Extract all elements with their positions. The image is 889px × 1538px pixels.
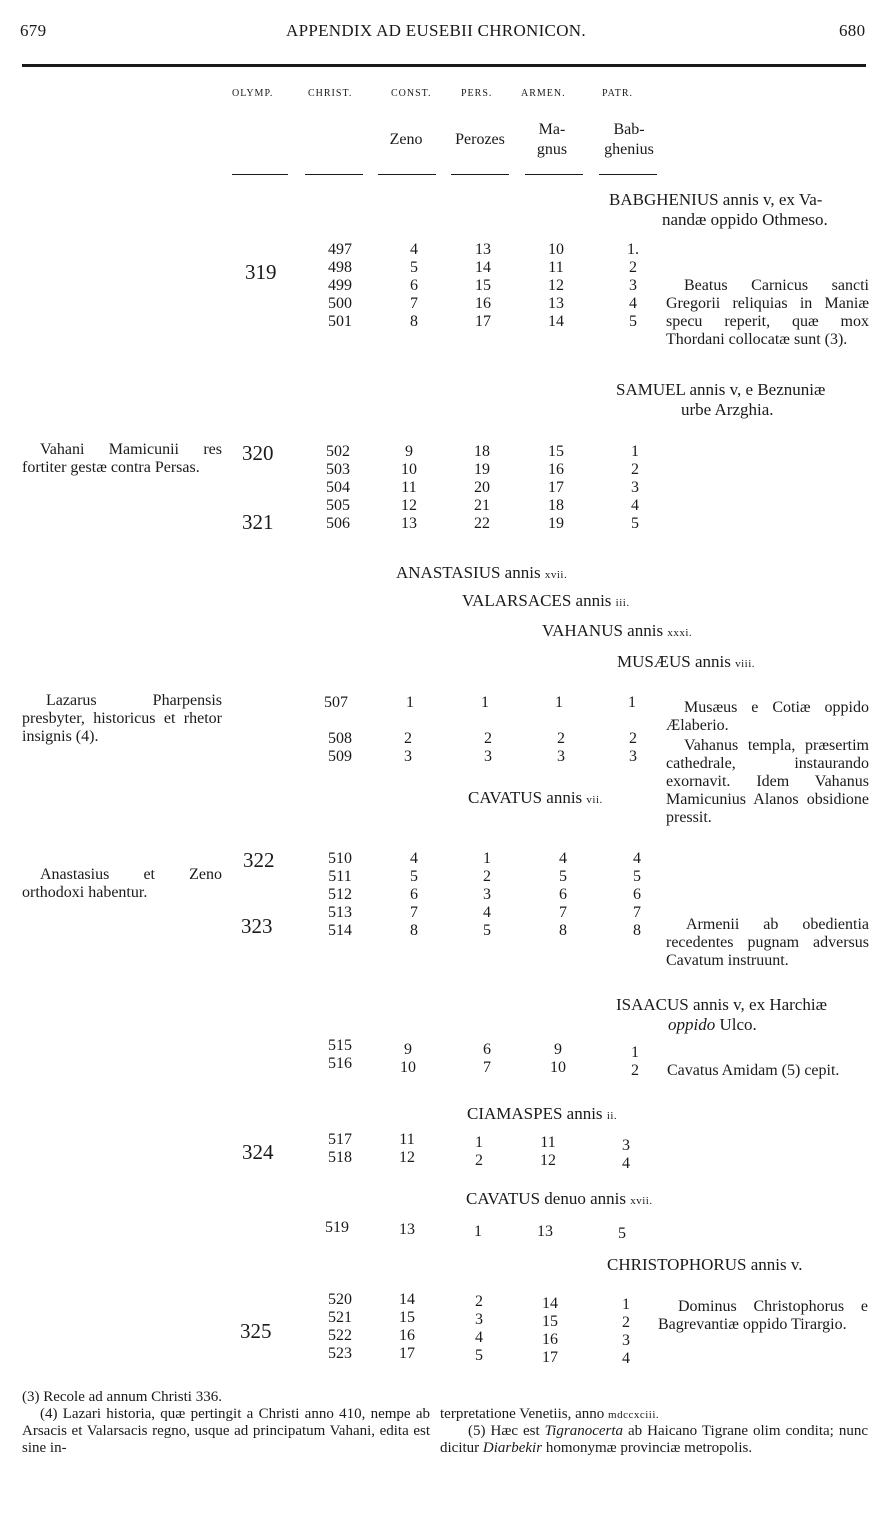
patr-column bbox=[624, 850, 650, 940]
pers-column bbox=[466, 1293, 492, 1365]
armen-column bbox=[535, 1134, 561, 1170]
patr-column bbox=[620, 730, 646, 766]
pers-year: 3 bbox=[483, 886, 491, 903]
armen-column bbox=[545, 1041, 571, 1077]
patr-year: 8 bbox=[633, 922, 641, 939]
christ-column bbox=[322, 241, 358, 331]
armen-year: 12 bbox=[540, 1152, 556, 1169]
patr-column bbox=[613, 1296, 639, 1368]
armen-year: 16 bbox=[548, 461, 564, 478]
const-column bbox=[396, 241, 432, 331]
col-label-olymp: OLYMP. bbox=[232, 88, 274, 99]
armen-year: 8 bbox=[559, 922, 567, 939]
const-year: 13 bbox=[399, 1221, 415, 1238]
christ-year: 519 bbox=[325, 1219, 349, 1236]
pers-year: 2 bbox=[475, 1293, 483, 1310]
christ-year: 514 bbox=[328, 922, 352, 939]
armen-year: 2 bbox=[557, 730, 565, 747]
const-year: 7 bbox=[410, 904, 418, 921]
christ-year: 498 bbox=[328, 259, 352, 276]
pers-year: 3 bbox=[475, 1311, 483, 1328]
reign-heading-cavatus-denuo: CAVATUS denuo annis xvii. bbox=[466, 1189, 653, 1208]
const-year: 11 bbox=[401, 479, 417, 496]
christ-year: 521 bbox=[328, 1309, 352, 1326]
patr-year: 2 bbox=[629, 259, 637, 276]
armen-year: 17 bbox=[548, 479, 564, 496]
header-rule bbox=[22, 64, 866, 67]
pers-year: 15 bbox=[475, 277, 491, 294]
pers-year: 6 bbox=[483, 1041, 491, 1058]
const-year: 16 bbox=[399, 1327, 415, 1344]
armen-column bbox=[538, 241, 574, 331]
const-year: 10 bbox=[401, 461, 417, 478]
armen-year: 10 bbox=[548, 241, 564, 258]
const-year: 4 bbox=[410, 850, 418, 867]
const-year: 10 bbox=[400, 1059, 416, 1076]
armen-year: 5 bbox=[559, 868, 567, 885]
page-number-right: 680 bbox=[839, 21, 866, 40]
const-year: 5 bbox=[410, 259, 418, 276]
pers-year: 3 bbox=[484, 748, 492, 765]
armen-year: 12 bbox=[548, 277, 564, 294]
footnote-4: (4) Lazari historia, quæ pertingit a Christi anno 410, nempe ab Arsacis et Valarsacis regno, usque ad principatum Vahani, edita est sine in- bbox=[22, 1406, 430, 1456]
const-year: 2 bbox=[404, 730, 412, 747]
patriarch-heading-cont: nandæ oppido Othmeso. bbox=[662, 210, 828, 229]
reign-heading-anastasius: ANASTASIUS annis xvii. bbox=[396, 563, 568, 582]
armen-year: 7 bbox=[559, 904, 567, 921]
olympiad-number: 322 bbox=[243, 848, 275, 872]
const-year: 4 bbox=[410, 241, 418, 258]
pers-column bbox=[465, 241, 501, 331]
pers-column bbox=[466, 1134, 492, 1170]
patr-year: 1 bbox=[628, 694, 636, 711]
pers-year: 13 bbox=[475, 241, 491, 258]
pers-year: 18 bbox=[474, 443, 490, 460]
col-underline bbox=[599, 174, 657, 175]
col-underline bbox=[305, 174, 363, 175]
reign-heading-cavatus: CAVATUS annis vii. bbox=[468, 788, 603, 807]
ruler-patr-1: Bab- bbox=[613, 121, 645, 138]
pers-year: 4 bbox=[475, 1329, 483, 1346]
const-column bbox=[395, 1041, 421, 1077]
patr-year: 1 bbox=[622, 1296, 630, 1313]
patr-column bbox=[622, 1044, 648, 1080]
patr-year: 3 bbox=[622, 1137, 630, 1154]
christ-year: 502 bbox=[326, 443, 350, 460]
col-label-pers: PERS. bbox=[461, 88, 493, 99]
pers-year: 14 bbox=[475, 259, 491, 276]
pers-year: 19 bbox=[474, 461, 490, 478]
col-label-christ: CHRIST. bbox=[308, 88, 353, 99]
patr-year: 7 bbox=[633, 904, 641, 921]
patriarch-heading-cont: oppido Ulco. bbox=[668, 1015, 757, 1034]
armen-year: 17 bbox=[542, 1349, 558, 1366]
patr-year: 4 bbox=[633, 850, 641, 867]
patr-year: 6 bbox=[633, 886, 641, 903]
const-year: 9 bbox=[404, 1041, 412, 1058]
olympiad-number: 321 bbox=[242, 510, 274, 534]
christ-year: 516 bbox=[328, 1055, 352, 1072]
patriarch-heading: BABGHENIUS annis v, ex Va- bbox=[609, 190, 823, 209]
olympiad-number: 325 bbox=[240, 1319, 272, 1343]
christ-column bbox=[320, 443, 356, 533]
christ-year: 523 bbox=[328, 1345, 352, 1362]
const-year: 6 bbox=[410, 277, 418, 294]
side-note: Beatus Carnicus sancti Gregorii reliquias in Maniæ specu reperit, quæ mox Thordani collocatæ sunt (3). bbox=[666, 277, 869, 348]
const-year: 5 bbox=[410, 868, 418, 885]
pers-year: 2 bbox=[483, 868, 491, 885]
christ-year: 518 bbox=[328, 1149, 352, 1166]
side-note: Vahanus templa, præsertim cathedrale, instaurando exornavit. Idem Vahanus Mamicunius Alanos obsidione pressit. bbox=[666, 737, 869, 826]
christ-year: 501 bbox=[328, 313, 352, 330]
const-column bbox=[401, 850, 427, 940]
patr-year: 3 bbox=[629, 748, 637, 765]
olympiad-number: 320 bbox=[242, 441, 274, 465]
christ-year: 512 bbox=[328, 886, 352, 903]
reign-heading-musaeus: MUSÆUS annis viii. bbox=[617, 652, 756, 671]
olympiad-number: 319 bbox=[245, 260, 277, 284]
col-label-armen: ARMEN. bbox=[521, 88, 566, 99]
patr-year: 2 bbox=[622, 1314, 630, 1331]
pers-year: 1 bbox=[475, 1134, 483, 1151]
armen-year: 3 bbox=[557, 748, 565, 765]
patr-year: 2 bbox=[629, 730, 637, 747]
christ-year: 497 bbox=[328, 241, 352, 258]
armen-year: 15 bbox=[542, 1313, 558, 1330]
footnote-5: (5) Hæc est Tigranocerta ab Haicano Tigrane olim condita; nunc dicitur Diarbekir homonymæ provinciæ metropolis. bbox=[440, 1423, 868, 1456]
pers-year: 1 bbox=[483, 850, 491, 867]
pers-column bbox=[474, 1041, 500, 1077]
christ-column bbox=[322, 1291, 358, 1363]
const-year: 8 bbox=[410, 313, 418, 330]
const-year: 1 bbox=[406, 694, 414, 711]
left-note: Lazarus Pharpensis presbyter, historicus et rhetor insignis (4). bbox=[22, 692, 222, 745]
patr-year: 4 bbox=[629, 295, 637, 312]
const-column bbox=[395, 730, 421, 766]
armen-year: 13 bbox=[537, 1223, 553, 1240]
christ-year: 507 bbox=[324, 694, 348, 711]
patr-year: 5 bbox=[633, 868, 641, 885]
pers-year: 20 bbox=[474, 479, 490, 496]
const-column bbox=[391, 443, 427, 533]
left-note: Anastasius et Zeno orthodoxi habentur. bbox=[22, 866, 222, 901]
christ-column bbox=[322, 1131, 358, 1167]
armen-year: 4 bbox=[559, 850, 567, 867]
pers-year: 1 bbox=[481, 694, 489, 711]
patr-year: 2 bbox=[631, 461, 639, 478]
christ-year: 509 bbox=[328, 748, 352, 765]
armen-year: 18 bbox=[548, 497, 564, 514]
christ-year: 520 bbox=[328, 1291, 352, 1308]
const-year: 11 bbox=[399, 1131, 415, 1148]
pers-year: 17 bbox=[475, 313, 491, 330]
pers-year: 7 bbox=[483, 1059, 491, 1076]
side-note: Dominus Christophorus e Bagrevantiæ oppido Tirargio. bbox=[658, 1298, 868, 1333]
patr-year: 5 bbox=[618, 1225, 626, 1242]
patriarch-heading: ISAACUS annis v, ex Harchiæ bbox=[616, 995, 827, 1014]
christ-year: 508 bbox=[328, 730, 352, 747]
ruler-armen-1: Ma- bbox=[538, 121, 566, 138]
patriarch-heading: SAMUEL annis v, e Beznuniæ bbox=[616, 380, 826, 399]
running-title: APPENDIX AD EUSEBII CHRONICON. bbox=[286, 21, 586, 40]
side-note: Armenii ab obedientia recedentes pugnam adversus Cavatum instruunt. bbox=[666, 916, 869, 969]
olympiad-number: 324 bbox=[242, 1140, 274, 1164]
patriarch-heading-cont: urbe Arzghia. bbox=[681, 400, 774, 419]
ruler-pers: Perozes bbox=[455, 131, 505, 148]
side-note: Musæus e Cotiæ oppido Ælaberio. bbox=[666, 699, 869, 734]
page-number-left: 679 bbox=[20, 21, 47, 40]
christ-year: 499 bbox=[328, 277, 352, 294]
patr-year: 4 bbox=[622, 1155, 630, 1172]
const-year: 15 bbox=[399, 1309, 415, 1326]
olympiad-number: 323 bbox=[241, 914, 273, 938]
armen-year: 6 bbox=[559, 886, 567, 903]
reign-heading-ciamaspes: CIAMASPES annis ii. bbox=[467, 1104, 618, 1123]
patr-year: 1 bbox=[631, 443, 639, 460]
armen-column bbox=[548, 730, 574, 766]
patr-year: 3 bbox=[622, 1332, 630, 1349]
pers-column bbox=[474, 850, 500, 940]
christ-year: 511 bbox=[328, 868, 352, 885]
christ-year: 500 bbox=[328, 295, 352, 312]
pers-column bbox=[475, 730, 501, 766]
ruler-armen-2: gnus bbox=[536, 141, 568, 158]
armen-year: 15 bbox=[548, 443, 564, 460]
armen-year: 9 bbox=[554, 1041, 562, 1058]
const-year: 12 bbox=[399, 1149, 415, 1166]
armen-year: 1 bbox=[555, 694, 563, 711]
armen-year: 14 bbox=[542, 1295, 558, 1312]
pers-year: 5 bbox=[475, 1347, 483, 1364]
armen-column bbox=[537, 1295, 563, 1367]
pers-year: 16 bbox=[475, 295, 491, 312]
pers-year: 22 bbox=[474, 515, 490, 532]
christ-column bbox=[322, 1037, 358, 1073]
const-year: 6 bbox=[410, 886, 418, 903]
ruler-const: Zeno bbox=[389, 131, 423, 148]
const-year: 13 bbox=[401, 515, 417, 532]
col-label-const: CONST. bbox=[391, 88, 432, 99]
christ-year: 505 bbox=[326, 497, 350, 514]
patriarch-heading: CHRISTOPHORUS annis v. bbox=[607, 1255, 803, 1274]
christ-column bbox=[322, 730, 358, 766]
const-year: 7 bbox=[410, 295, 418, 312]
col-underline bbox=[232, 174, 288, 175]
col-underline bbox=[525, 174, 583, 175]
footnote-3: (3) Recole ad annum Christi 336. bbox=[22, 1389, 222, 1405]
armen-year: 19 bbox=[548, 515, 564, 532]
armen-year: 10 bbox=[550, 1059, 566, 1076]
patr-year: 2 bbox=[631, 1062, 639, 1079]
christ-year: 513 bbox=[328, 904, 352, 921]
patr-year: 3 bbox=[631, 479, 639, 496]
pers-year: 4 bbox=[483, 904, 491, 921]
pers-year: 21 bbox=[474, 497, 490, 514]
patr-year: 3 bbox=[629, 277, 637, 294]
christ-column bbox=[322, 850, 358, 940]
pers-year: 2 bbox=[484, 730, 492, 747]
christ-year: 504 bbox=[326, 479, 350, 496]
const-year: 8 bbox=[410, 922, 418, 939]
col-underline bbox=[451, 174, 509, 175]
armen-column bbox=[550, 850, 576, 940]
pers-year: 1 bbox=[474, 1223, 482, 1240]
patr-year: 5 bbox=[631, 515, 639, 532]
const-year: 14 bbox=[399, 1291, 415, 1308]
left-note: Vahani Mamicunii res fortiter gestæ contra Persas. bbox=[22, 441, 222, 476]
patr-year: 4 bbox=[631, 497, 639, 514]
patr-year: 5 bbox=[629, 313, 637, 330]
armen-year: 11 bbox=[548, 259, 564, 276]
christ-year: 522 bbox=[328, 1327, 352, 1344]
pers-column bbox=[464, 443, 500, 533]
armen-year: 11 bbox=[540, 1134, 556, 1151]
christ-year: 517 bbox=[328, 1131, 352, 1148]
const-year: 9 bbox=[405, 443, 413, 460]
christ-year: 503 bbox=[326, 461, 350, 478]
patr-column bbox=[622, 443, 648, 533]
christ-year: 515 bbox=[328, 1037, 352, 1054]
patr-year: 1 bbox=[631, 1044, 639, 1061]
patr-column bbox=[620, 241, 646, 331]
const-year: 3 bbox=[404, 748, 412, 765]
pers-year: 2 bbox=[475, 1152, 483, 1169]
pers-year: 5 bbox=[483, 922, 491, 939]
armen-column bbox=[538, 443, 574, 533]
const-column bbox=[394, 1291, 420, 1363]
footnote-4-continued: terpretatione Venetiis, anno mdccxciii. bbox=[440, 1406, 660, 1422]
armen-year: 13 bbox=[548, 295, 564, 312]
const-year: 12 bbox=[401, 497, 417, 514]
const-column bbox=[394, 1131, 420, 1167]
reign-heading-vahanus: VAHANUS annis xxxi. bbox=[542, 621, 693, 640]
patr-column bbox=[613, 1137, 639, 1173]
reign-heading-valarsaces: VALARSACES annis iii. bbox=[462, 591, 630, 610]
armen-year: 16 bbox=[542, 1331, 558, 1348]
side-note: Cavatus Amidam (5) cepit. bbox=[667, 1062, 840, 1079]
patr-year: 4 bbox=[622, 1350, 630, 1367]
armen-year: 14 bbox=[548, 313, 564, 330]
col-label-patr: PATR. bbox=[602, 88, 634, 99]
col-underline bbox=[378, 174, 436, 175]
christ-year: 506 bbox=[326, 515, 350, 532]
const-year: 17 bbox=[399, 1345, 415, 1362]
ruler-patr-2: ghenius bbox=[604, 141, 654, 158]
christ-year: 510 bbox=[328, 850, 352, 867]
patr-year: 1. bbox=[627, 241, 639, 258]
